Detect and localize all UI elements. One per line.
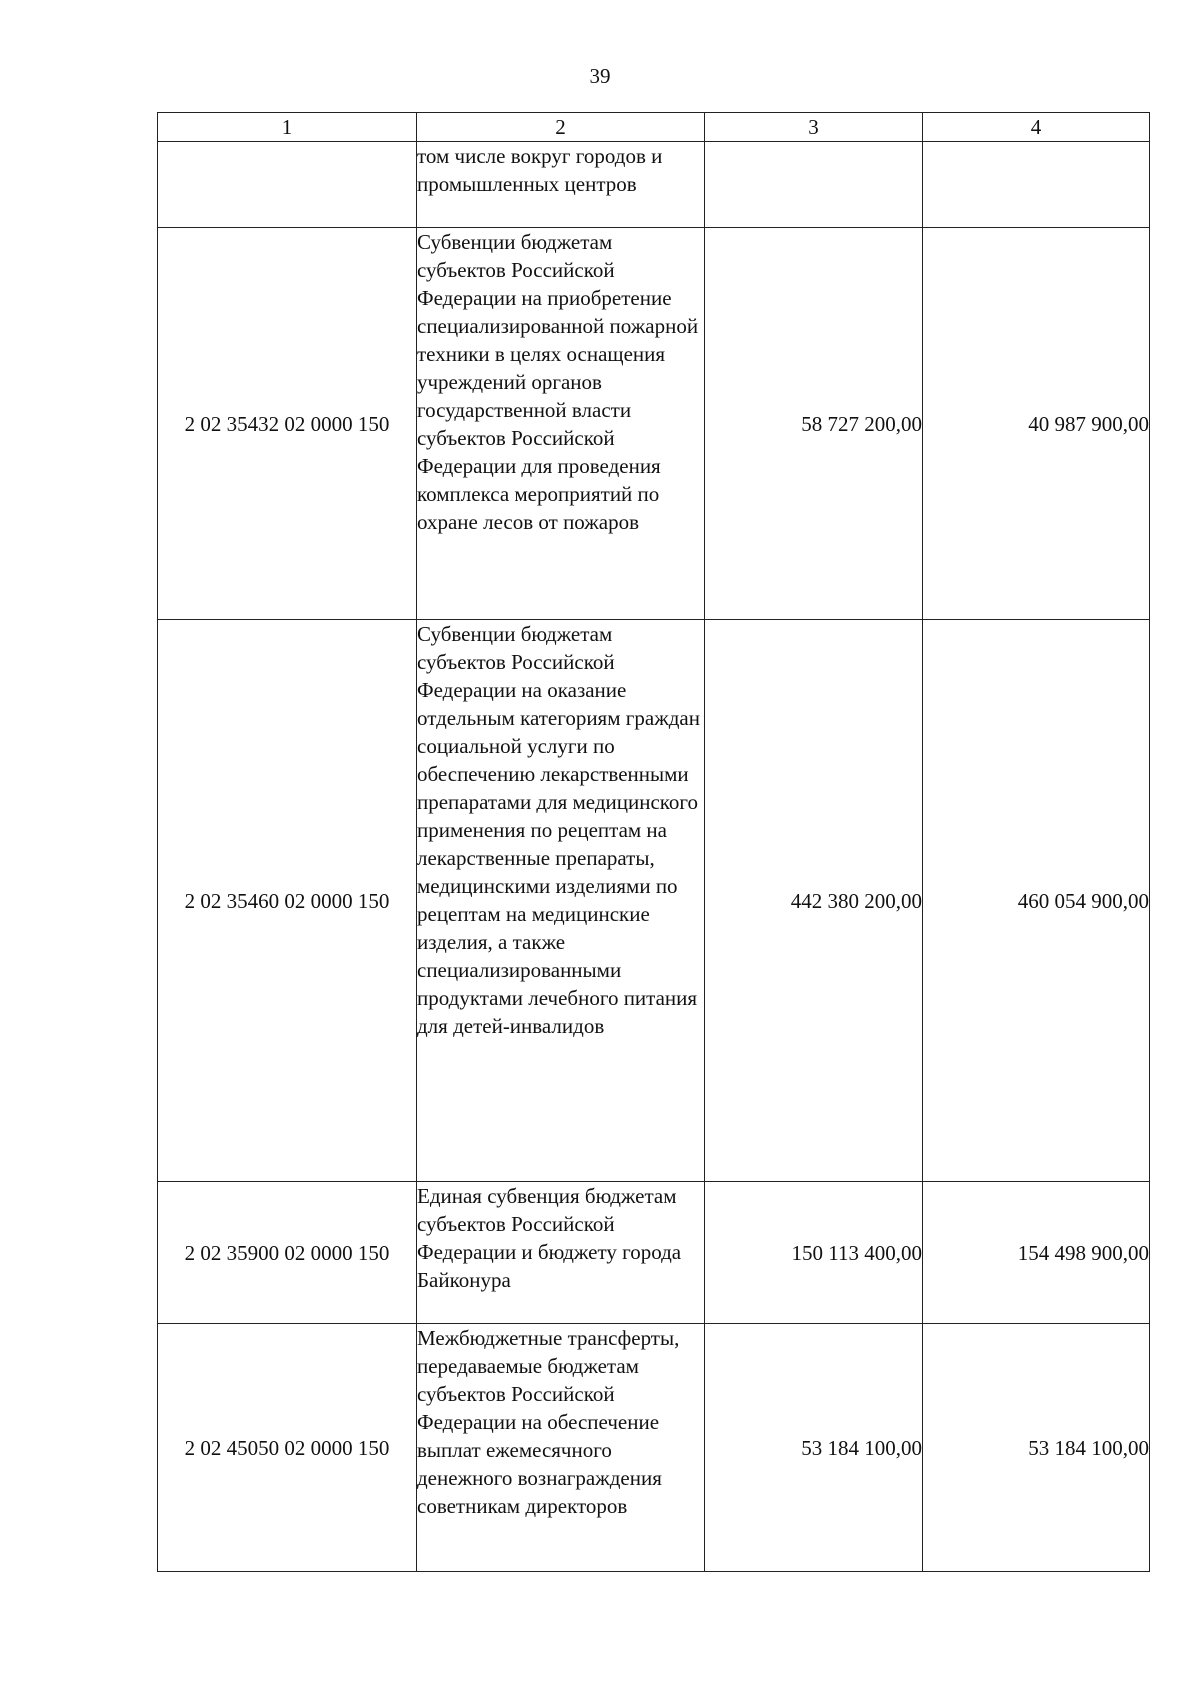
description-cell: том числе вокруг городов и промышленных центров (417, 142, 705, 228)
amount-col4-cell: 460 054 900,00 (923, 620, 1150, 1182)
amount-col4-cell: 40 987 900,00 (923, 228, 1150, 620)
column-header-1: 1 (158, 113, 417, 142)
budget-code-cell: 2 02 35900 02 0000 150 (158, 1182, 417, 1324)
description-cell: Межбюджетные трансферты, передаваемые бюджетам субъектов Российской Федерации на обеспечение выплат ежемесячного денежного вознаграждения советникам директоров (417, 1324, 705, 1572)
budget-code-cell: 2 02 35460 02 0000 150 (158, 620, 417, 1182)
column-header-3: 3 (705, 113, 923, 142)
description-cell: Субвенции бюджетам субъектов Российской Федерации на приобретение специализированной пожарной техники в целях оснащения учреждений органов государственной власти субъектов Российской Федерации для проведения комплекса мероприятий по охране лесов от пожаров (417, 228, 705, 620)
amount-col3-cell: 442 380 200,00 (705, 620, 923, 1182)
amount-col4-cell (923, 142, 1150, 228)
table-header-row (158, 113, 1150, 142)
column-header-2: 2 (417, 113, 705, 142)
amount-col4-cell: 154 498 900,00 (923, 1182, 1150, 1324)
table-row (158, 228, 1150, 620)
table-row (158, 620, 1150, 1182)
page-number: 39 (589, 64, 611, 88)
amount-col3-cell (705, 142, 923, 228)
description-cell: Единая субвенция бюджетам субъектов Российской Федерации и бюджету города Байконура (417, 1182, 705, 1324)
table-row (158, 142, 1150, 228)
amount-col4-cell: 53 184 100,00 (923, 1324, 1150, 1572)
description-cell: Субвенции бюджетам субъектов Российской Федерации на оказание отдельным категориям граждан социальной услуги по обеспечению лекарственными препаратами для медицинского применения по рецептам на лекарственные препараты, медицинскими изделиями по рецептам на медицинские изделия, а также специализированными продуктами лечебного питания для детей-инвалидов (417, 620, 705, 1182)
table-row (158, 1182, 1150, 1324)
budget-code-cell: 2 02 35432 02 0000 150 (158, 228, 417, 620)
amount-col3-cell: 53 184 100,00 (705, 1324, 923, 1572)
amount-col3-cell: 150 113 400,00 (705, 1182, 923, 1324)
budget-code-cell (158, 142, 417, 228)
column-header-4: 4 (923, 113, 1150, 142)
amount-col3-cell: 58 727 200,00 (705, 228, 923, 620)
budget-table (157, 112, 1150, 1572)
table-row (158, 1324, 1150, 1572)
budget-code-cell: 2 02 45050 02 0000 150 (158, 1324, 417, 1572)
